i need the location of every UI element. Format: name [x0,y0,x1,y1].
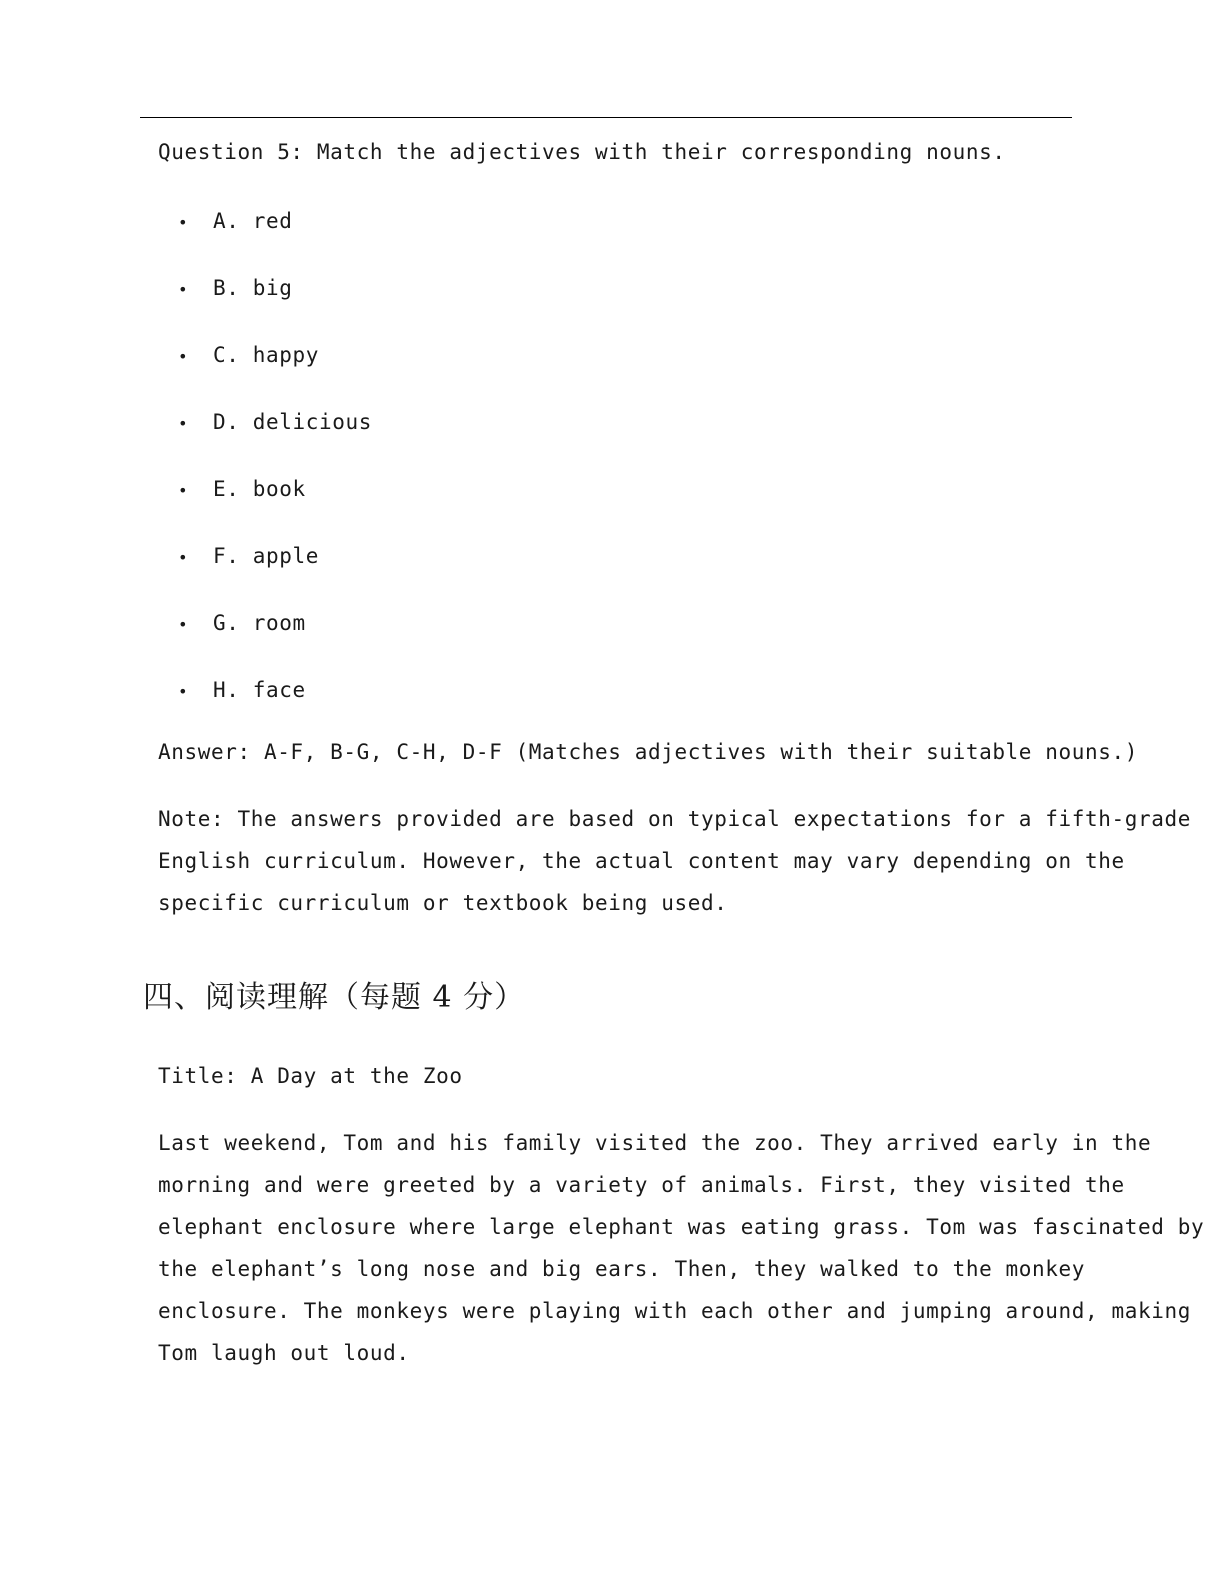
option-item [178,276,292,300]
option-word: big [252,276,293,300]
option-letter: G. [213,611,240,635]
option-word: apple [252,544,319,568]
question-prompt: Question 5: Match the adjectives with their corresponding nouns. [158,140,1006,164]
bullet-icon: • [178,213,189,232]
bullet-icon: • [178,481,189,500]
bullet-icon: • [178,414,189,433]
option-word: red [252,209,293,233]
option-letter: B. [213,276,240,300]
option-word: happy [252,343,319,367]
option-letter: D. [213,410,240,434]
option-item [178,477,306,501]
passage-paragraph: Last weekend, Tom and his family visited the zoo. They arrived early in the morning and were greeted by a variety of animals. First, they visited the elephant enclosure where large elephant was eating grass. Tom was fascinated by the elephant’s long nose and big ears. Then, they walked to the monkey enclosure. The monkeys were playing with each other and jumping around, making Tom laugh out loud. [158,1131,1205,1365]
option-item [178,611,306,635]
option-word: delicious [252,410,372,434]
bullet-icon: • [178,548,189,567]
passage-title: Title: A Day at the Zoo [158,1064,463,1088]
bullet-icon: • [178,280,189,299]
answer-text: Answer: A-F, B-G, C-H, D-F (Matches adjectives with their suitable nouns.) [158,740,1138,764]
option-item [178,343,319,367]
header-rule [140,117,1072,118]
option-item [178,410,372,434]
option-letter: E. [213,477,240,501]
option-word: face [252,678,306,702]
bullet-icon: • [178,347,189,366]
option-letter: H. [213,678,240,702]
option-word: room [252,611,306,635]
option-letter: C. [213,343,240,367]
bullet-icon: • [178,615,189,634]
option-item [178,544,319,568]
option-word: book [252,477,306,501]
bullet-icon: • [178,682,189,701]
option-item [178,678,306,702]
section-heading: 四、阅读理解（每题 4 分） [143,980,526,1015]
option-letter: F. [213,544,240,568]
option-letter: A. [213,209,240,233]
note-paragraph: Note: The answers provided are based on typical expectations for a fifth-grade English curriculum. However, the actual content may vary depending on the specific curriculum or textbook being used. [158,807,1191,915]
option-item [178,209,292,233]
